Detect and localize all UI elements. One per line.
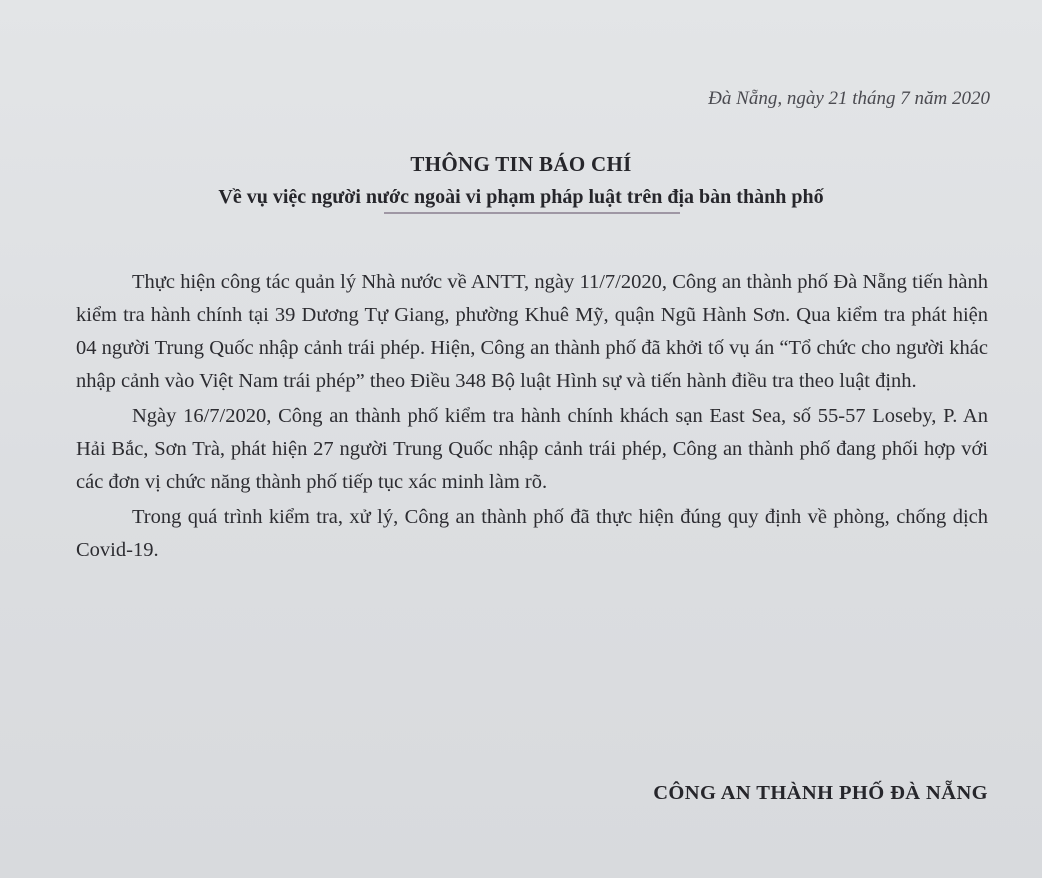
paragraph-2: Ngày 16/7/2020, Công an thành phố kiểm tra hành chính khách sạn East Sea, số 55-57 Loseby, P. An Hải Bắc, Sơn Trà, phát hiện 27 người Trung Quốc nhập cảnh trái phép, Công an thành phố đang phối hợp với các đơn vị chức năng thành phố tiếp tục xác minh làm rõ. xyxy=(76,405,988,493)
document-title: THÔNG TIN BÁO CHÍ xyxy=(410,152,632,176)
subtitle-underline xyxy=(384,212,680,214)
document-subtitle: Về vụ việc người nước ngoài vi phạm pháp luật trên địa bàn thành phố xyxy=(218,186,824,208)
document-body xyxy=(76,266,988,569)
issuer-signature: CÔNG AN THÀNH PHỐ ĐÀ NẴNG xyxy=(653,782,988,804)
place-date-line: Đà Nẵng, ngày 21 tháng 7 năm 2020 xyxy=(708,88,990,109)
paragraph-3: Trong quá trình kiểm tra, xử lý, Công an thành phố đã thực hiện đúng quy định về phòng, chống dịch Covid-19. xyxy=(76,506,988,561)
paragraph-1: Thực hiện công tác quản lý Nhà nước về ANTT, ngày 11/7/2020, Công an thành phố Đà Nẵng tiến hành kiểm tra hành chính tại 39 Dương Tự Giang, phường Khuê Mỹ, quận Ngũ Hành Sơn. Qua kiểm tra phát hiện 04 người Trung Quốc nhập cảnh trái phép. Hiện, Công an thành phố đã khởi tố vụ án “Tổ chức cho người khác nhập cảnh vào Việt Nam trái phép” theo Điều 348 Bộ luật Hình sự và tiến hành điều tra theo luật định. xyxy=(76,271,988,392)
